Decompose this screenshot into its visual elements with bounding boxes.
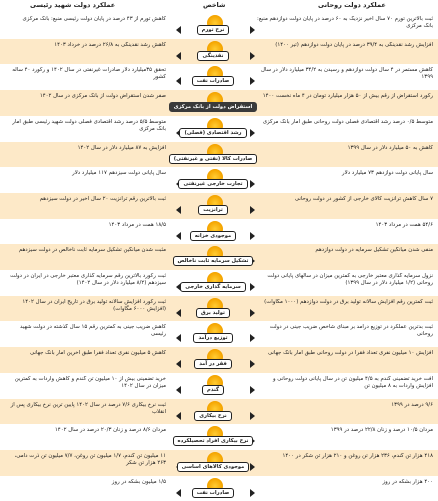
rouhani-cell: ۵۴/۶ همت در مرداد ۱۴۰۳ [375, 221, 433, 228]
indicator-label [180, 178, 246, 190]
rouhani-cell: ۴۰۰ هزار بشکه در روز [382, 478, 433, 485]
header-row [0, 0, 438, 12]
raisi-cell: کاهش تورم از ۴۳ درصد در پایان دولت رئیسی منبع: بانک مرکزی [22, 16, 166, 22]
arrow-right-icon [250, 26, 255, 34]
indicator-text: تولید برق [196, 308, 230, 318]
indicator-label [180, 332, 246, 344]
raisi-cell: کاهش رشد نقدینگی به ۲۶/۸ درصد در خرداد ۱۴۰۳ [54, 41, 166, 48]
indicator-text: نقدینگی [197, 51, 228, 61]
indicator-label [180, 307, 246, 319]
rouhani-cell: ۷ سال کاهش ترانزیت کالای خارجی از کشور در دولت روحانی [294, 195, 433, 202]
raisi-cell: مردان ۸/۶ درصد و زنان ۲۰/۳ درصد در سال ۱۴۰۲ [54, 427, 166, 434]
arrow-right-icon [250, 309, 255, 317]
arrow-right-icon [250, 463, 255, 471]
indicator-label [180, 230, 246, 242]
indicator-text: موجودی کالاهای اساسی [177, 462, 250, 472]
indicator-label [180, 204, 246, 216]
indicator-label [177, 435, 249, 447]
rouhani-cell: افت خرید تضمینی گندم به ۴/۵ میلیون تن در سال پایانی دولت روحانی و افزایش واردات به ۸ میلیون تن [272, 375, 433, 389]
indicator-text: صادرات نفت [192, 76, 235, 86]
arrow-right-icon [250, 129, 255, 137]
indicator-label [177, 255, 249, 267]
indicator-text: ترانزیت [198, 205, 228, 215]
indicator-text: نرخ بیکاری افراد تحصیلکرده [173, 436, 254, 446]
indicator-text: تشکیل سرمایه ثابت ناخالص [173, 256, 254, 266]
rouhani-cell: سال پایانی دولت دوازدهم ۷۳ میلیارد دلار [342, 170, 433, 177]
indicator-label [180, 50, 246, 62]
indicator-label [180, 127, 246, 139]
rouhani-cell: ثبت بدترین عملکرد در توزیع درآمد بر مبنای شاخص ضریب جینی در دولت روحانی [269, 324, 433, 338]
indicator-label [180, 75, 246, 87]
arrow-right-icon [250, 360, 255, 368]
indicator-label [180, 24, 246, 36]
rouhani-cell: منفی شدن میانگین تشکیل سرمایه در دولت دوازدهم [315, 247, 433, 254]
raisi-cell: مثبت شدن میانگین تشکیل سرمایه ثابت ناخالص در دولت سیزدهم [18, 247, 166, 254]
header-raisi-government: عملکرد دولت شهید رئیسی [30, 1, 116, 9]
arrow-right-icon [250, 412, 255, 420]
arrow-right-icon [250, 334, 255, 342]
arrow-right-icon [250, 386, 255, 394]
rouhani-cell: ثبت کمترین رقم افزایش سالانه تولید برق در دولت دوازدهم (۱۰۰۰ مگاوات) [264, 298, 433, 305]
indicator-text: نرخ تورم [197, 25, 230, 35]
indicator-text: استقراض دولت از بانک مرکزی [169, 102, 258, 112]
indicator-label [180, 384, 246, 396]
rouhani-cell: ثبت بالاترین تورم ۷۰ سال اخیر نزدیک به ۶۰ درصد در پایان دولت دوازدهم منبع: بانک مرکزی [257, 16, 433, 29]
raisi-cell: صفر شدن استقراض دولت از بانک مرکزی در سال ۱۴۰۲ [39, 93, 166, 100]
indicator-text: نرخ بیکاری [194, 411, 232, 421]
header-rouhani-government: عملکرد دولت روحانی [318, 1, 386, 9]
rouhani-cell: افزایش رشد نقدینگی به ۳۹/۴ درصد در پایان دولت دوازدهم (تیر ۱۴۰۰) [275, 41, 433, 48]
raisi-cell: کاهش ۵ میلیون نفری تعداد فقرا طبق آخرین آمار بانک جهانی [29, 350, 166, 357]
raisi-cell: کاهش ضریب جینی به کمترین رقم ۱۵ سال گذشته در دولت شهید رئیسی [20, 324, 166, 338]
arrow-right-icon [250, 180, 255, 188]
indicator-label [180, 461, 246, 473]
indicator-text: رشد اقتصادی (فصلی) [179, 128, 246, 138]
indicator-text: صادرات کالا (نفتی و غیرنفتی) [169, 154, 258, 164]
rouhani-cell: ۴۱۸ هزار تن گندم، ۲۳۶ هزار تن روغن و ۲۱۰ هزار تن شکر در ۱۴۰۰ [282, 452, 433, 459]
rouhani-cell: متوسط ۰/۵ درصد رشد اقتصادی فصلی دولت روحانی طبق آمار بانک مرکزی [262, 118, 433, 125]
raisi-cell: ثبت رکورد افزایش سالانه تولید برق در تاریخ ایران در سال ۱۴۰۲ (افزایش ۶۰۰۰ مگاوات) [22, 298, 166, 312]
rouhani-cell: کاهش مستمر در ۴ سال دولت دوازدهم و رسیدن به ۳۴/۲ میلیارد دلار در سال ۱۳۹۹ [261, 67, 433, 81]
raisi-cell: تحقق ۳۵میلیارد دلار صادرات غیرنفتی در سال ۱۴۰۲ و رکورد ۴۰ ساله کشور [12, 67, 166, 81]
arrow-right-icon [250, 52, 255, 60]
indicator-text: گندم [202, 385, 224, 395]
arrow-right-icon [250, 283, 255, 291]
raisi-cell: ۱/۵ میلیون بشکه در روز [111, 478, 166, 485]
indicator-text: سرمایه گذاری خارجی [180, 282, 245, 292]
raisi-cell: ثبت نرخ بیکاری ۷/۶ درصد در سال ۱۴۰۲ پایین ترین نرخ بیکاری پس از انقلاب [10, 401, 166, 415]
raisi-cell: ۱۱ میلیون تن گندم، ۱/۷ میلیون تن روغن، ۷/۷ میلیون تن ذرت دامی، ۲۶۳ هزار تن شکر [14, 452, 166, 466]
rouhani-cell: کاهش به ۵۰ میلیارد دلار در سال ۱۳۹۹ [347, 144, 433, 151]
raisi-cell: خرید تضمینی بیش از ۱۰ میلیون تن گندم و کاهش واردات به کمترین میزان در سال ۱۴۰۲ [14, 375, 166, 389]
indicator-text: موجودی خزانه [190, 231, 237, 241]
header-indicator: شاخص [203, 1, 226, 9]
raisi-cell: ثبت رکورد بالاترین رقم سرمایه گذاری معتبر خارجی در ایران در دولت سیزدهم (۸/۲ میلیارد دلار در سال ۱۴۰۲) [10, 273, 166, 286]
indicator-text: توزیع درآمد [193, 333, 232, 343]
raisi-cell: متوسط ۵/۵ درصد رشد اقتصادی فصلی دولت شهید رئیسی طبق آمار بانک مرکزی [12, 118, 166, 132]
arrow-right-icon [250, 232, 255, 240]
indicator-text: تجارت خارجی غیرنفتی [178, 179, 247, 189]
rouhani-cell: رکورد استقراض از رقم بیش از ۵۰ هزار میلیارد تومان در ۴ ماه نخست ۱۴۰۰ [262, 93, 433, 100]
raisi-cell: افزایش به ۸۷ میلیارد دلار در سال ۱۴۰۲ [77, 144, 166, 151]
indicator-text: صادرات نفت [192, 488, 235, 498]
indicator-label [180, 358, 246, 370]
rouhani-cell: افزایش ۱۰ میلیون نفری تعداد فقرا در دولت روحانی طبق آمار بانک جهانی [267, 350, 433, 357]
arrow-right-icon [250, 77, 255, 85]
indicator-label [173, 153, 253, 165]
rouhani-cell: نزول سرمایه گذاری معتبر خارجی به کمترین میزان در سالهای پایانی دولت روحانی (۱/۲ میلیارد دلار در سال ۱۳۹۹) [267, 273, 433, 286]
indicator-label [180, 487, 246, 499]
rouhani-cell: ۹/۶ درصد در ۱۳۹۹ [391, 401, 433, 408]
raisi-cell: سال پایانی دولت سیزدهم ۱۱۷ میلیارد دلار [72, 170, 166, 177]
rouhani-cell: مردان ۱۰/۵ درصد و زنان ۲۲/۸ درصد در ۱۳۹۹ [330, 427, 433, 434]
raisi-cell: ثبت بالاترین رقم ترانزیت ۲۰ سال اخیر در دولت سیزدهم [39, 195, 166, 202]
arrow-right-icon [250, 489, 255, 497]
indicator-label [180, 410, 246, 422]
arrow-right-icon [250, 206, 255, 214]
indicator-text: فقر در آمد [194, 359, 232, 369]
indicator-label [180, 281, 246, 293]
indicator-label [173, 101, 253, 113]
raisi-cell: ۱۸/۵ همت در مرداد ۱۴۰۳ [108, 221, 166, 228]
